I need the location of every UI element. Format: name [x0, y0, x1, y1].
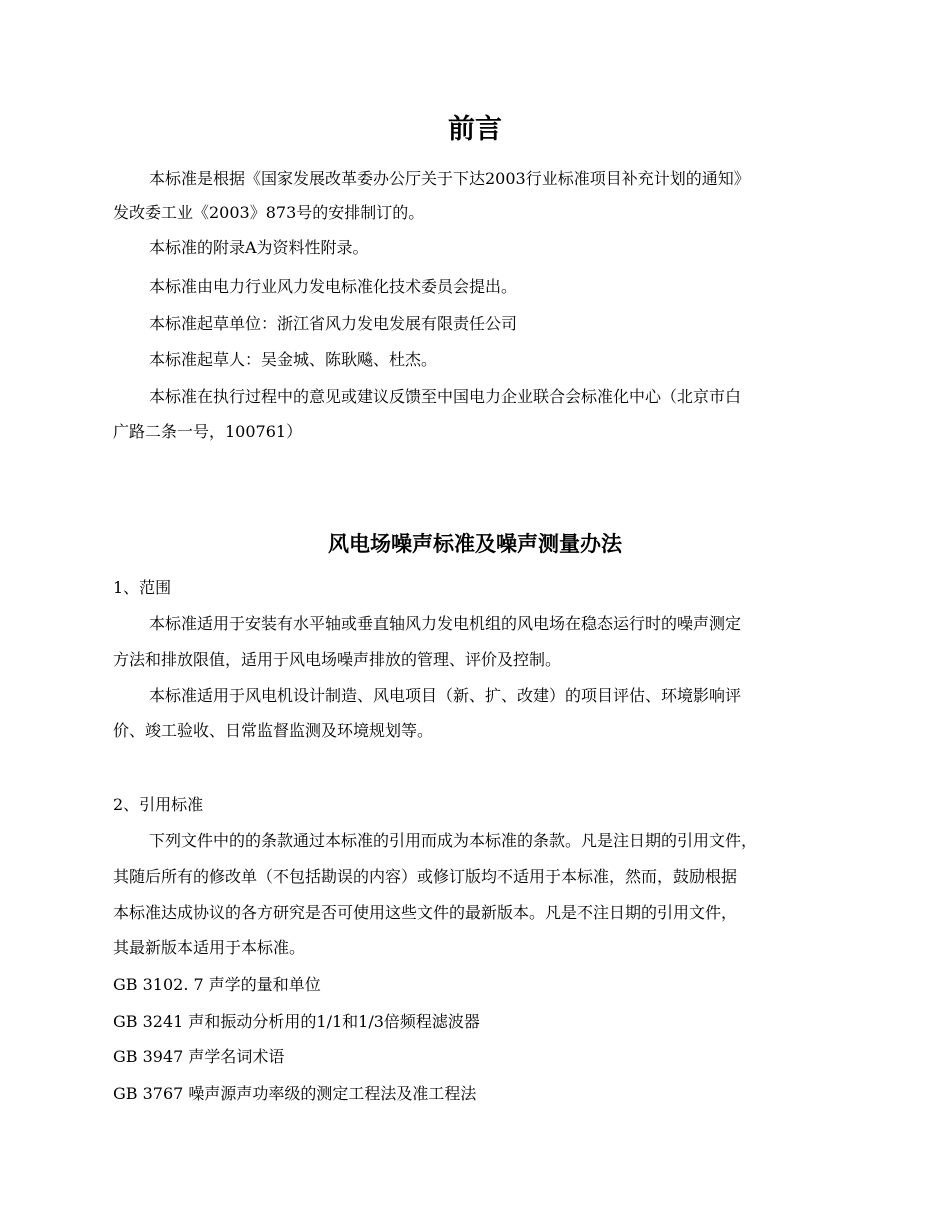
- references-line: 本标准达成协议的各方研究是否可使用这些文件的最新版本。凡是不注日期的引用文件，: [113, 903, 738, 922]
- reference-item: GB 3947 声学名词术语: [113, 1047, 285, 1066]
- scope-line: 方法和排放限值，适用于风电场噪声排放的管理、评价及控制。: [113, 650, 562, 669]
- reference-item: GB 3102. 7 声学的量和单位: [113, 975, 321, 994]
- reference-item: GB 3767 噪声源声功率级的测定工程法及准工程法: [113, 1084, 477, 1103]
- foreword-line: 发改委工业《2003》873号的安排制订的。: [113, 203, 425, 222]
- foreword-title: 前言: [448, 114, 502, 145]
- references-line: 其最新版本适用于本标准。: [113, 938, 306, 957]
- scope-line: 本标准适用于安装有水平轴或垂直轴风力发电机组的风电场在稳态运行时的噪声测定: [149, 614, 742, 633]
- foreword-line: 本标准由电力行业风力发电标准化技术委员会提出。: [149, 277, 518, 296]
- foreword-line: 本标准起草人：吴金城、陈耿飚、杜杰。: [149, 350, 438, 369]
- references-line: 下列文件中的的条款通过本标准的引用而成为本标准的条款。凡是注日期的引用文件，: [149, 831, 758, 850]
- scope-line: 本标准适用于风电机设计制造、风电项目（新、扩、改建）的项目评估、环境影响评: [149, 686, 742, 705]
- foreword-line: 本标准起草单位：浙江省风力发电发展有限责任公司: [149, 314, 518, 333]
- references-line: 其随后所有的修改单（不包括勘误的内容）或修订版均不适用于本标准，然而，鼓励根据: [113, 867, 738, 886]
- reference-item: GB 3241 声和振动分析用的1/1和1/3倍频程滤波器: [113, 1012, 480, 1031]
- section-heading-scope: 1、范围: [113, 578, 172, 597]
- foreword-line: 本标准在执行过程中的意见或建议反馈至中国电力企业联合会标准化中心（北京市白: [149, 387, 742, 406]
- foreword-line: 广路二条一号，100761）: [113, 422, 303, 441]
- foreword-line: 本标准是根据《国家发展改革委办公厅关于下达2003行业标准项目补充计划的通知》: [149, 169, 750, 188]
- standard-title: 风电场噪声标准及噪声测量办法: [328, 532, 622, 556]
- foreword-line: 本标准的附录A为资料性附录。: [149, 238, 369, 257]
- scope-line: 价、竣工验收、日常监督监测及环境规划等。: [113, 721, 434, 740]
- section-heading-references: 2、引用标准: [113, 795, 204, 814]
